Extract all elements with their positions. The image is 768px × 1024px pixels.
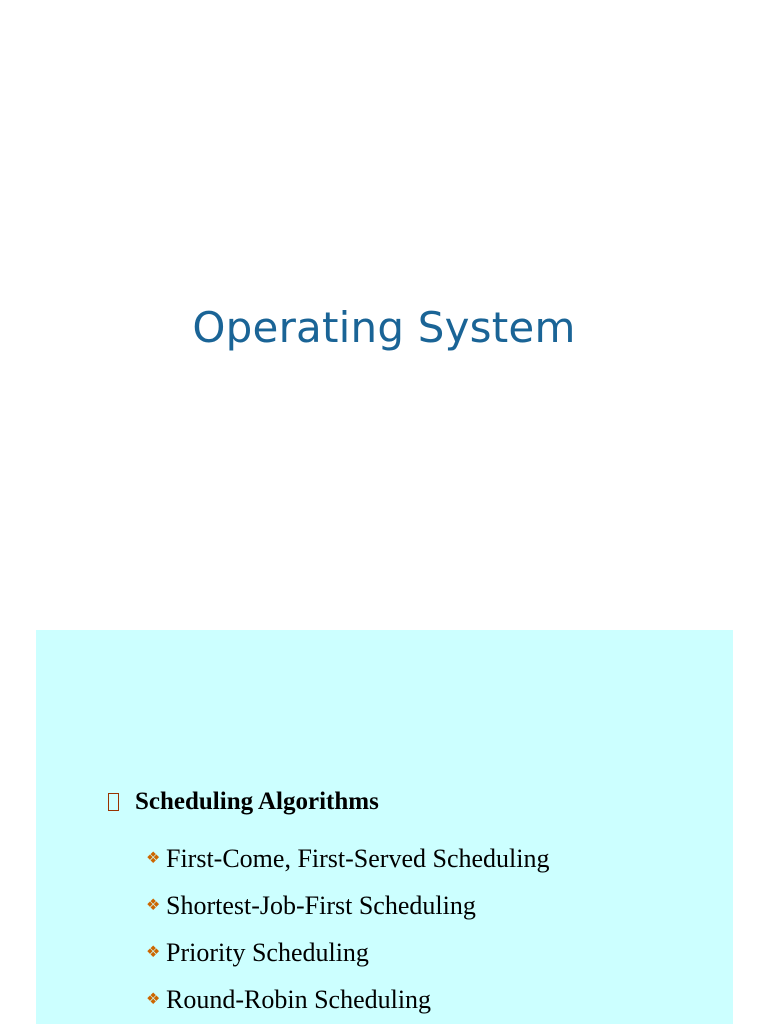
slide-panel (36, 630, 733, 1024)
diamond-bullet-icon: ❖ (146, 849, 161, 867)
diamond-bullet-icon: ❖ (146, 943, 161, 961)
list-item-label: First-Come, First-Served Scheduling (166, 843, 550, 873)
list-item-label: Priority Scheduling (166, 937, 369, 967)
missing-glyph-icon (108, 793, 119, 811)
list-item (146, 835, 549, 882)
diamond-bullet-icon: ❖ (146, 990, 161, 1008)
list-item (146, 929, 549, 976)
slide-heading: Scheduling Algorithms (135, 788, 379, 815)
algorithm-list (146, 835, 549, 1023)
diamond-bullet-icon: ❖ (146, 896, 161, 914)
list-item (146, 882, 549, 929)
slide-heading-row (108, 788, 379, 816)
list-item-label: Shortest-Job-First Scheduling (166, 890, 476, 920)
list-item-label: Round-Robin Scheduling (166, 984, 432, 1014)
document-title: Operating System (192, 303, 576, 352)
list-item (146, 976, 549, 1023)
